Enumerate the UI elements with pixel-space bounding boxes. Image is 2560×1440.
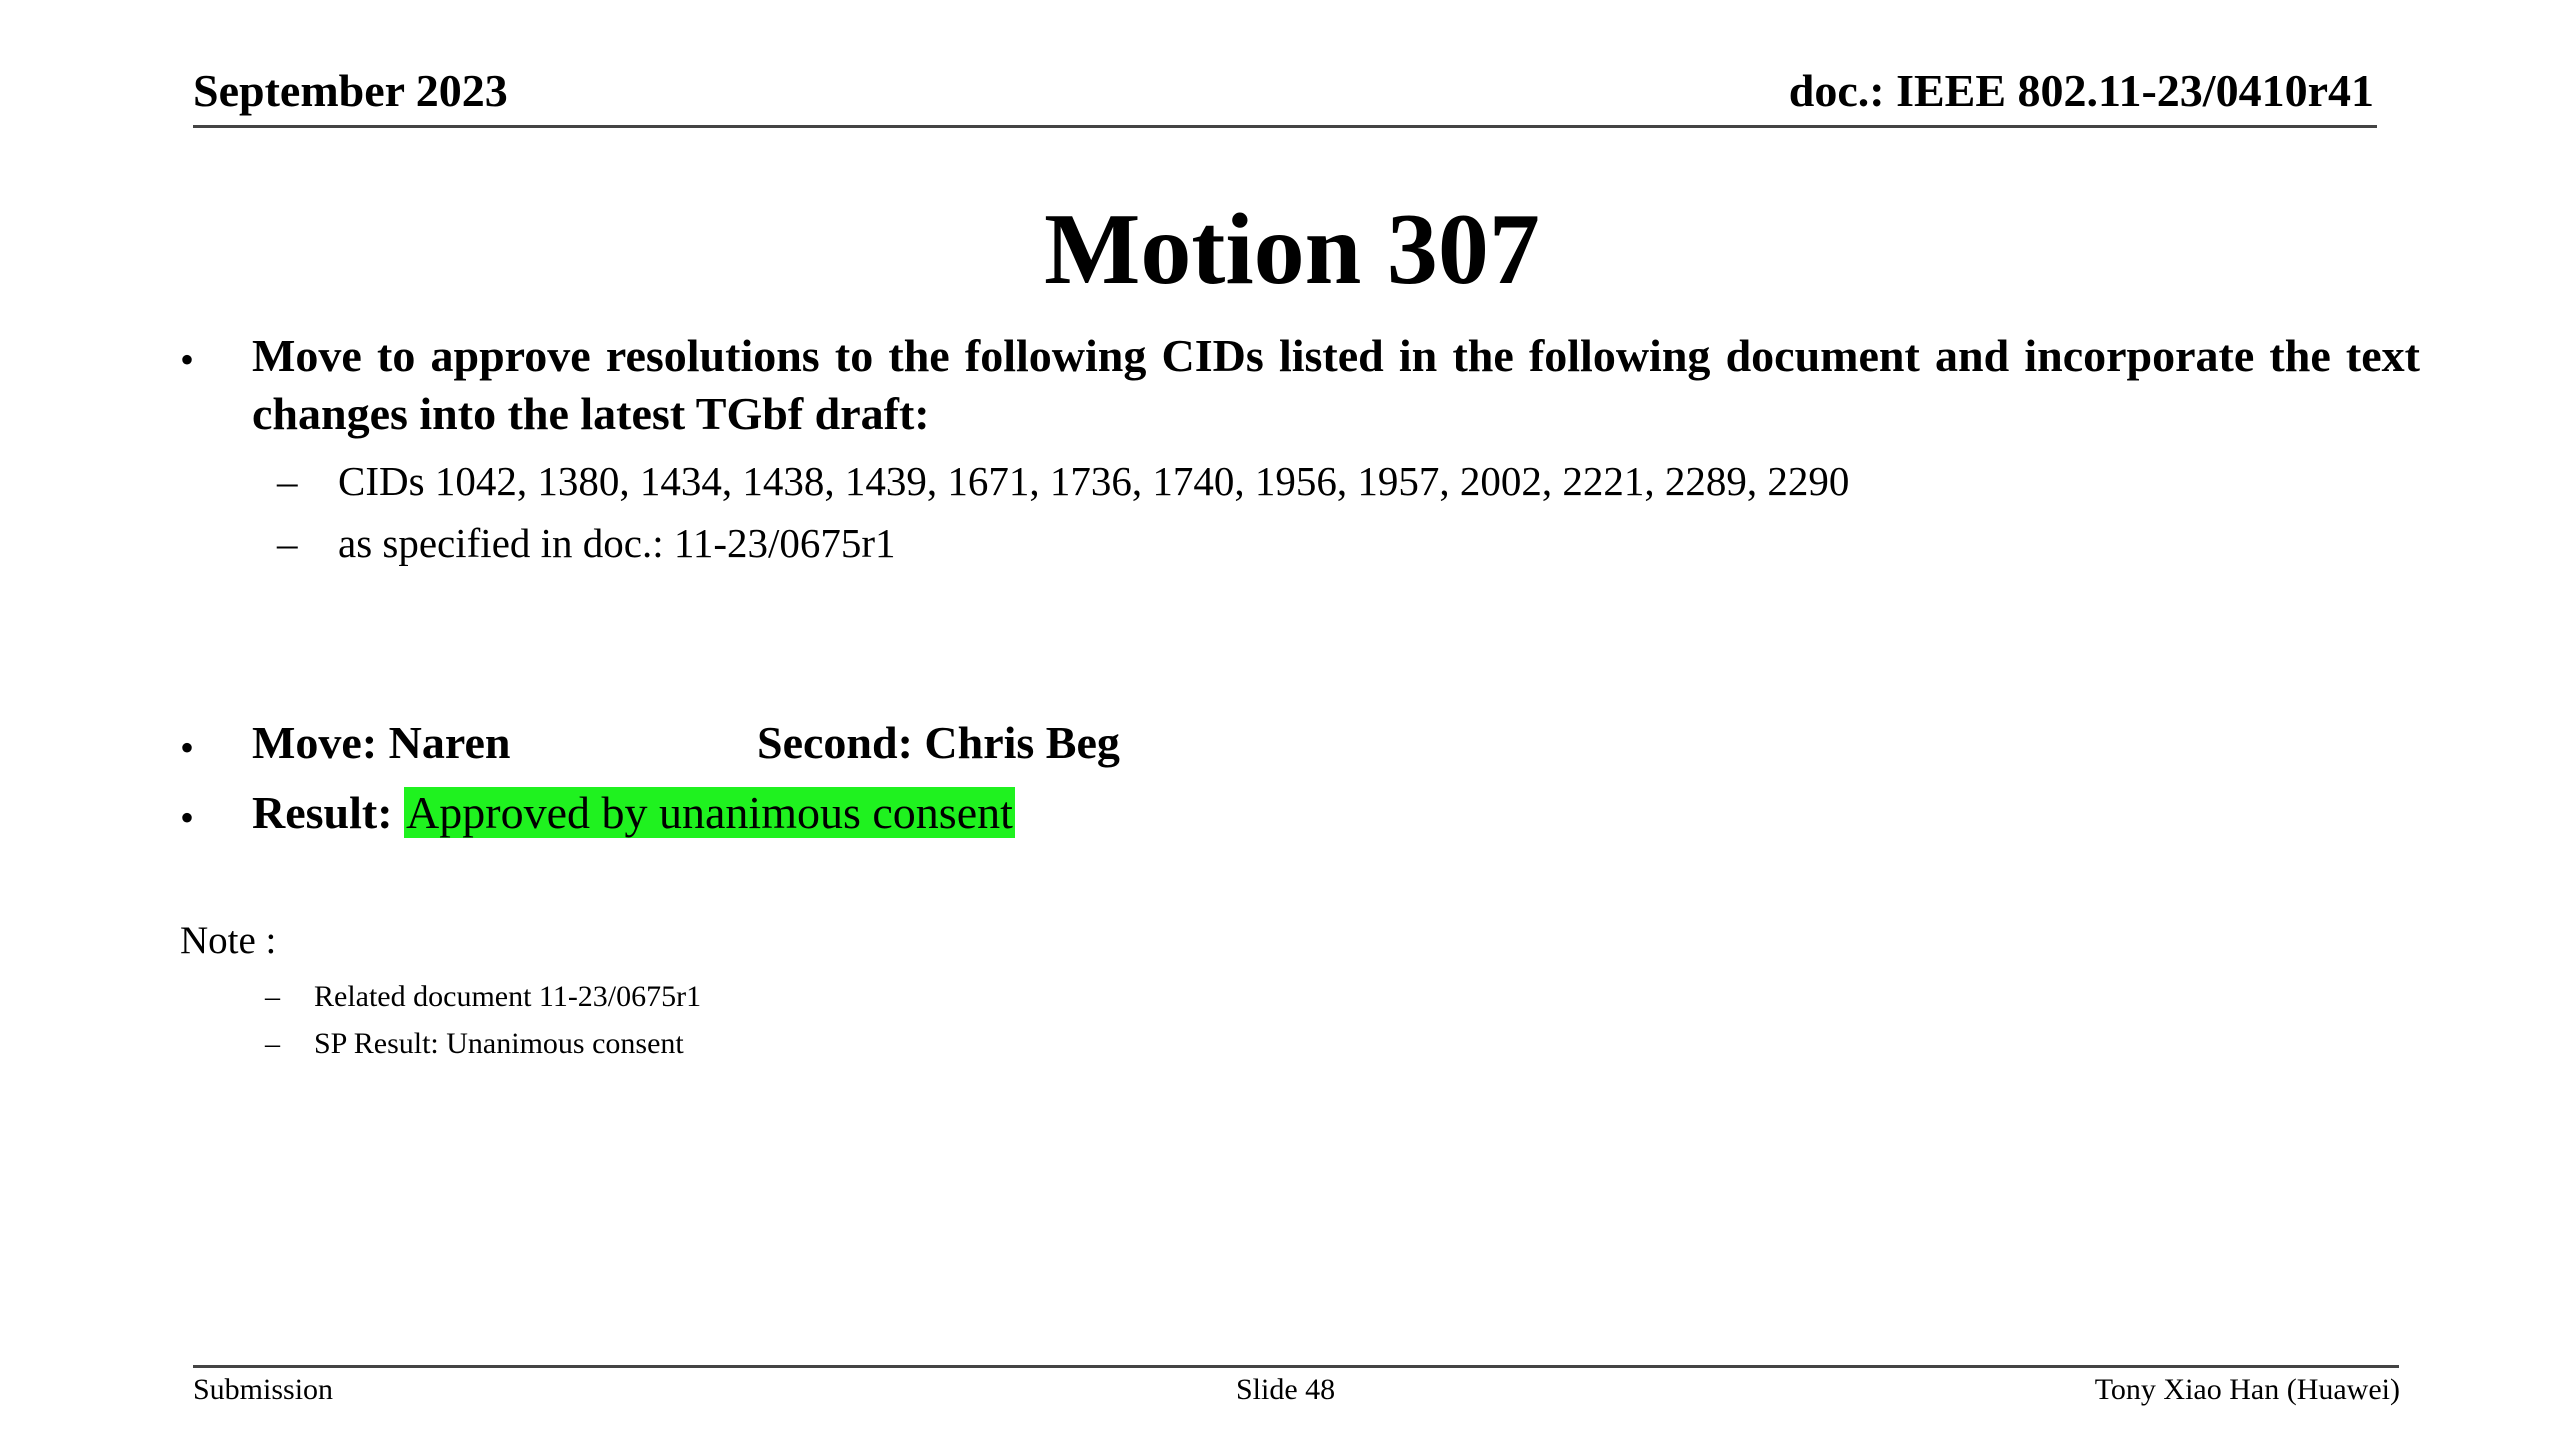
result-row bbox=[252, 788, 1015, 839]
note-item-sp-result: SP Result: Unanimous consent bbox=[314, 1027, 684, 1060]
result-value-highlight: Approved by unanimous consent bbox=[406, 787, 1013, 838]
seconder: Second: Chris Beg bbox=[757, 717, 1120, 768]
header-date: September 2023 bbox=[193, 65, 508, 116]
motion-sub-item-cids: CIDs 1042, 1380, 1434, 1438, 1439, 1671, 1736, 1740, 1956, 1957, 2002, 2221, 2289, 2290 bbox=[338, 458, 1850, 504]
footer-author: Tony Xiao Han (Huawei) bbox=[2094, 1373, 2400, 1406]
footer-divider bbox=[193, 1365, 2399, 1368]
bullet-icon: • bbox=[180, 725, 195, 770]
dash-icon: – bbox=[277, 520, 298, 566]
motion-text: Move to approve resolutions to the following CIDs listed in the following document and incorporate the text changes into the latest TGbf draft: bbox=[252, 330, 2420, 439]
header-doc-id: doc.: IEEE 802.11-23/0410r41 bbox=[1788, 65, 2374, 116]
motion-sub-item-doc: as specified in doc.: 11-23/0675r1 bbox=[338, 520, 896, 566]
slide-title: Motion 307 bbox=[1044, 193, 1540, 306]
result-label: Result: bbox=[252, 787, 405, 838]
note-label: Note : bbox=[180, 919, 277, 962]
dash-icon: – bbox=[265, 1027, 280, 1060]
dash-icon: – bbox=[265, 980, 280, 1013]
bullet-icon: • bbox=[180, 795, 195, 840]
footer-submission: Submission bbox=[193, 1373, 334, 1406]
header-divider bbox=[193, 125, 2377, 128]
mover: Move: Naren bbox=[252, 717, 511, 768]
footer-slide-number: Slide 48 bbox=[1236, 1373, 1336, 1406]
dash-icon: – bbox=[277, 458, 298, 504]
note-item-related-doc: Related document 11-23/0675r1 bbox=[314, 980, 702, 1013]
bullet-icon: • bbox=[180, 337, 195, 382]
